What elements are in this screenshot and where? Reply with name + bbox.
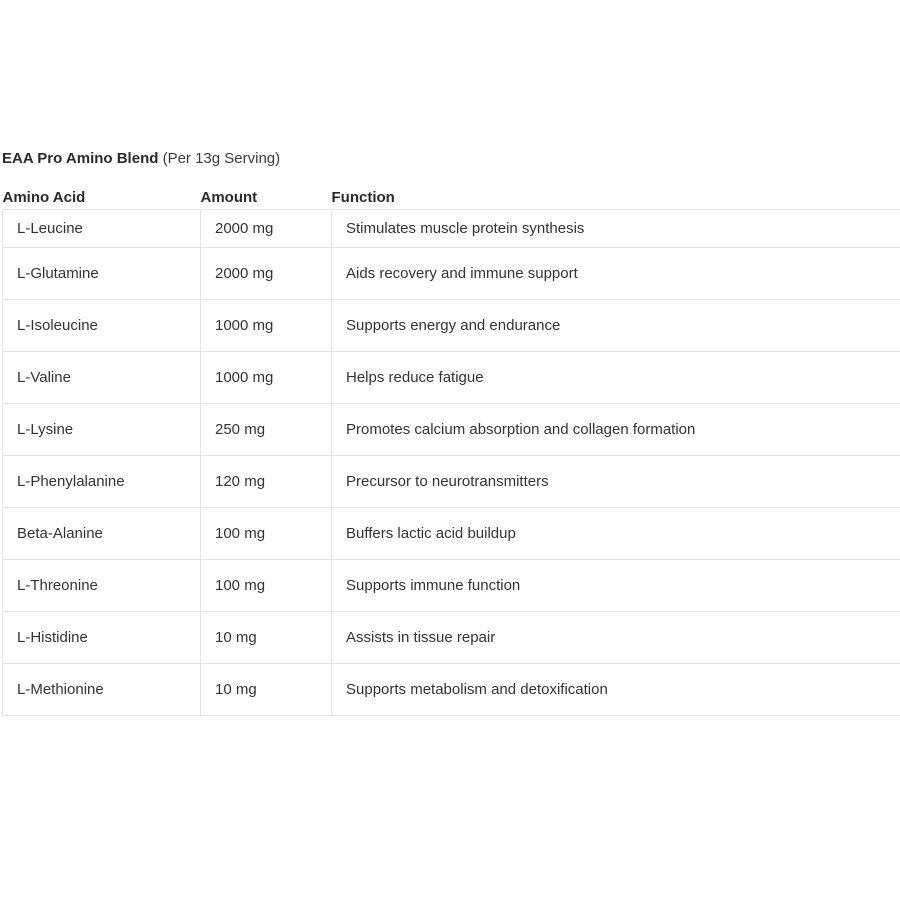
header-function: Function: [331, 188, 395, 206]
cell-amino-acid: L-Threonine: [3, 560, 201, 612]
table-row: [3, 612, 900, 664]
table-row: [3, 352, 900, 404]
cell-amount: 10 mg: [201, 612, 332, 664]
header-amount: Amount: [200, 188, 258, 206]
cell-amount: 100 mg: [201, 560, 332, 612]
cell-function: Stimulates muscle protein synthesis: [332, 210, 900, 248]
cell-amino-acid: L-Histidine: [3, 612, 201, 664]
table-row: [3, 300, 900, 352]
cell-amino-acid: L-Methionine: [3, 664, 201, 716]
cell-amount: 250 mg: [201, 404, 332, 456]
cell-amount: 100 mg: [201, 508, 332, 560]
cell-function: Aids recovery and immune support: [332, 248, 900, 300]
table-row: [3, 508, 900, 560]
table-row: [3, 456, 900, 508]
cell-function: Supports energy and endurance: [332, 300, 900, 352]
table-row: [3, 664, 900, 716]
title-main: EAA Pro Amino Blend: [2, 150, 159, 167]
page-title: [2, 146, 900, 172]
cell-amount: 2000 mg: [201, 210, 332, 248]
cell-amino-acid: L-Lysine: [3, 404, 201, 456]
cell-amount: 10 mg: [201, 664, 332, 716]
cell-amino-acid: L-Isoleucine: [3, 300, 201, 352]
table-row: [3, 404, 900, 456]
cell-amino-acid: Beta-Alanine: [3, 508, 201, 560]
table-row: [3, 248, 900, 300]
title-serving-note: (Per 13g Serving): [158, 150, 281, 167]
table-header-row: [3, 185, 900, 210]
document: [2, 146, 900, 716]
cell-amount: 2000 mg: [201, 248, 332, 300]
cell-amino-acid: L-Valine: [3, 352, 201, 404]
cell-function: Buffers lactic acid buildup: [332, 508, 900, 560]
table-row: [3, 210, 900, 248]
cell-amount: 120 mg: [201, 456, 332, 508]
amino-acid-table: [2, 185, 900, 716]
cell-function: Precursor to neurotransmitters: [332, 456, 900, 508]
cell-function: Assists in tissue repair: [332, 612, 900, 664]
cell-amino-acid: L-Glutamine: [3, 248, 201, 300]
cell-function: Promotes calcium absorption and collagen formation: [332, 404, 900, 456]
cell-amino-acid: L-Leucine: [3, 210, 201, 248]
cell-function: Helps reduce fatigue: [332, 352, 900, 404]
cell-function: Supports immune function: [332, 560, 900, 612]
cell-function: Supports metabolism and detoxification: [332, 664, 900, 716]
cell-amino-acid: L-Phenylalanine: [3, 456, 201, 508]
cell-amount: 1000 mg: [201, 300, 332, 352]
header-amino-acid: Amino Acid: [2, 188, 86, 206]
table-row: [3, 560, 900, 612]
cell-amount: 1000 mg: [201, 352, 332, 404]
